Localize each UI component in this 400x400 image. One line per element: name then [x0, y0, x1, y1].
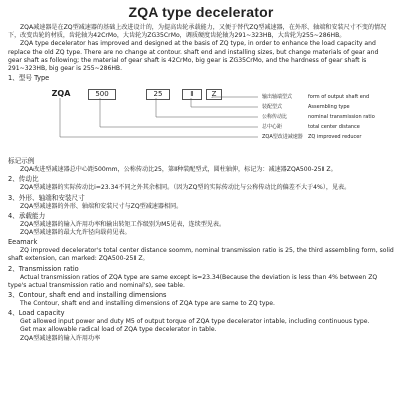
code-ratio: 25 — [146, 89, 170, 100]
section2-heading-cn: 2、传动比 — [8, 175, 39, 184]
section3-cn: ZQA型减速器的外形、轴端和安装尺寸与ZQ型减速器相同。 — [20, 202, 183, 210]
section2-cn: ZQA型减速器的实际传动比i=23.34不同之外其余相同。（因为ZQ型的实际传动比与公称传动比的偏差不大于4%），见表。 — [20, 184, 351, 192]
intro-chinese: ZQA减速器是在ZQ型减速器的基础上改进设计的，为提高齿轮承载能力，又便于替代ZQ型减速器，在外形、轴端和安装尺寸不变的情况下，改变齿轮的材质，齿轮轴为42CrMo，大齿轮为ZG35CrMo，调质硬度齿轮轴为291~323HB，大齿轮为255~286HB。 — [8, 24, 387, 40]
label-en-reducer: ZQ improved reducer — [308, 134, 362, 141]
section4-cn-2: ZQA型减速器的最大允许径向载荷见表。 — [20, 229, 131, 237]
model-diagram — [8, 85, 394, 155]
section2-en: Actual transmission ratios of ZQA type are same except is=23.34(Because the deviation is less than 4% between ZQ type's actual transmission ratio and nominal's), see table. — [8, 273, 378, 289]
mark-en: ZQ improved decelerator's total center distance soomm, nominal transmission ratio is 25, the third assembling form, solid shaft extension, can marked: ZQA500-25Ⅱ Z。 — [8, 247, 394, 263]
section4-heading-cn: 4、承载能力 — [8, 211, 46, 220]
section3-en: The Contour, shaft end and installing dimensions of ZQA type are same to ZQ type. — [20, 300, 275, 308]
intro-english: ZQA type decelerator has improved and designed at the basis of ZQ type, in order to enhance the load capacity and replace the old ZQ type. There are no change at contour. shaft end and installing sizes, but change materials of gear and gear shaft as following; the material of gear shaft is 42CrMo, big gear is ZG35CrMo, and the hardness of gear shaft is 291~323HB, big gear is 255~286HB. — [8, 40, 379, 73]
code-series: ZQA — [51, 89, 71, 99]
code-center-distance: 500 — [88, 89, 116, 100]
label-cn-center: 总中心距 — [262, 124, 283, 131]
label-cn-shaft-end: 输出轴端型式 — [262, 94, 293, 101]
page-title: ZQA type decelerator — [128, 4, 274, 20]
label-cn-ratio: 公称传动比 — [262, 114, 288, 121]
eeamark-heading: Eeamark — [8, 238, 38, 247]
mark-cn: ZQA改进型减速器总中心距500mm，公称传动比25，第Ⅱ种装配型式，圆柱轴伸，标记为：减速器ZQA500-25Ⅱ Z。 — [20, 166, 337, 174]
model-heading: 1、型号 Type — [8, 74, 50, 83]
section4-en-2: Get max allowable radical load of ZQA type decelerator in table. — [20, 326, 217, 334]
section4-heading-en: 4、Load capacity — [8, 309, 65, 318]
footer-cut-text: ZQA型减速器的输入许用功率 — [20, 334, 101, 342]
label-en-assembly: Assembling type — [308, 104, 350, 111]
label-cn-reducer: ZQA型改进减速器 — [262, 134, 303, 141]
label-en-shaft-end: form of output shaft end — [308, 94, 370, 101]
section4-cn-1: ZQA型减速器的输入许用功率和输出转矩工作级别为M5见表，连续型见表。 — [20, 220, 226, 228]
document-page — [8, 4, 394, 343]
section2-heading-en: 2、Transmission ratio — [8, 264, 79, 273]
section3-heading-cn: 3、外形、轴端和安装尺寸 — [8, 193, 85, 202]
section3-heading-en: 3、Contour, shaft end and installing dimensions — [8, 291, 167, 300]
label-cn-assembly: 装配型式 — [262, 104, 283, 111]
mark-heading-cn: 标记示例 — [8, 157, 35, 166]
code-shaft-end: Z — [206, 89, 222, 100]
label-en-center: total center distance — [308, 124, 360, 131]
label-en-ratio: nominal transmission ratio — [308, 114, 375, 121]
code-assembly: Ⅱ — [182, 89, 202, 100]
section4-en-1: Get allowed input power and duty M5 of output torque of ZQA type decelerator intable, including continuous type. — [20, 318, 370, 326]
